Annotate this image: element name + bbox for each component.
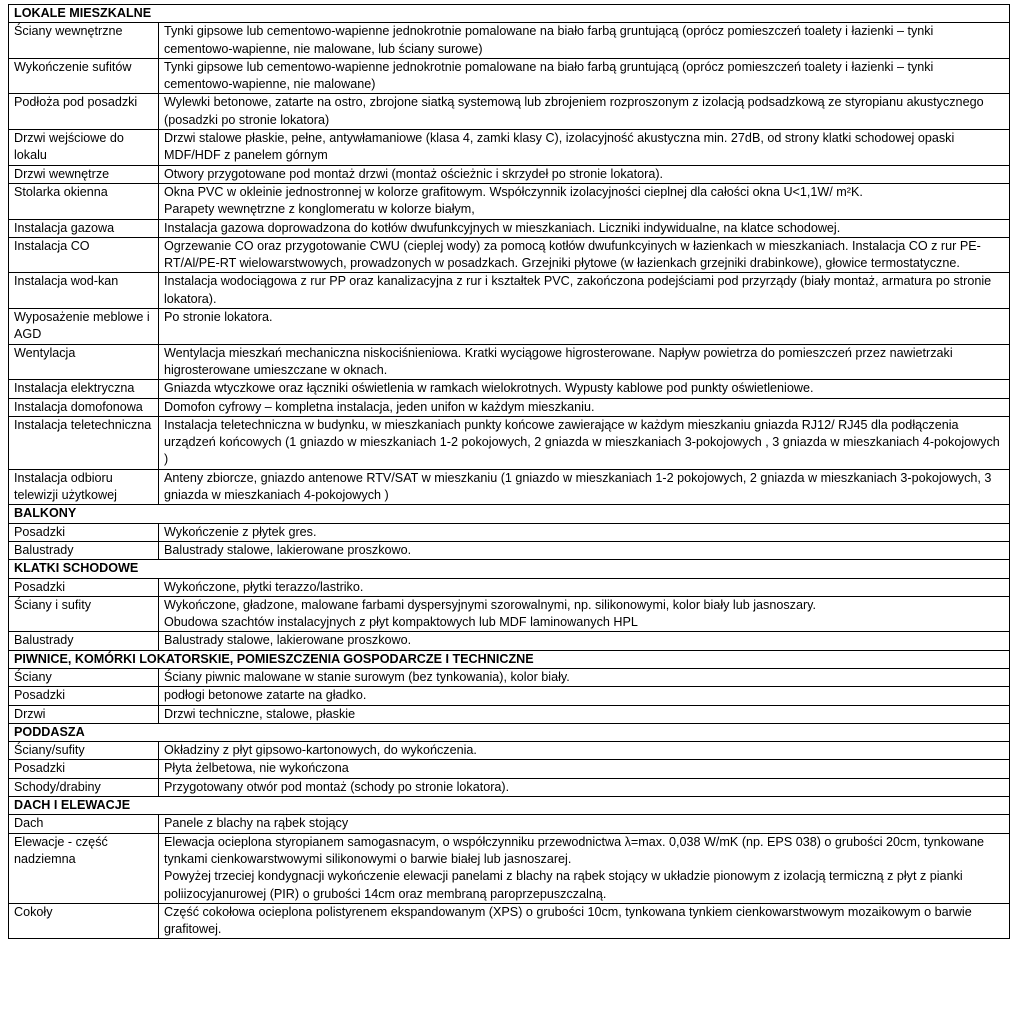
section-title: BALKONY <box>9 505 1010 523</box>
section-header-row <box>9 650 1010 668</box>
row-label: Instalacja elektryczna <box>9 380 159 398</box>
section-title: KLATKI SCHODOWE <box>9 560 1010 578</box>
spec-table <box>8 4 1010 939</box>
section-header-row <box>9 560 1010 578</box>
table-row <box>9 165 1010 183</box>
table-row <box>9 760 1010 778</box>
row-description <box>159 523 1010 541</box>
table-row <box>9 541 1010 559</box>
description-paragraph: Drzwi stalowe płaskie, pełne, antywłamaniowe (klasa 4, zamki klasy C), izolacyjność akustyczna min. 27dB, od strony klatki schodowej opaski MDF/HDF z panelem górnym <box>164 131 955 163</box>
row-label: Schody/drabiny <box>9 778 159 796</box>
description-paragraph: Elewacja ocieplona styropianem samogasnacym, o współczynniku przewodnictwa λ=max. 0,038 W/mK (np. EPS 038) o grubości 20cm, tynkowane tynkami cienkowarstwowymi silikonowymi o barwie białej lub jasnoszarej. <box>164 834 985 866</box>
row-label: Dach <box>9 815 159 833</box>
row-description <box>159 94 1010 130</box>
description-paragraph: Wylewki betonowe, zatarte na ostro, zbrojone siatką systemową lub zbrojeniem rozproszonym z izolacją podsadzkową ze styropianu akustycznego (posadzki po stronie lokatora) <box>164 95 984 127</box>
table-row <box>9 469 1010 505</box>
row-label: Wykończenie sufitów <box>9 58 159 94</box>
row-description <box>159 469 1010 505</box>
row-label: Instalacja teletechniczna <box>9 416 159 469</box>
row-description <box>159 416 1010 469</box>
row-label: Posadzki <box>9 760 159 778</box>
section-title: DACH I ELEWACJE <box>9 797 1010 815</box>
row-description <box>159 344 1010 380</box>
row-description <box>159 903 1010 939</box>
row-label: Drzwi <box>9 705 159 723</box>
table-row <box>9 23 1010 59</box>
table-row <box>9 778 1010 796</box>
row-description <box>159 309 1010 345</box>
table-row <box>9 183 1010 219</box>
row-label: Ściany i sufity <box>9 596 159 632</box>
section-header-row <box>9 723 1010 741</box>
section-title: PIWNICE, KOMÓRKI LOKATORSKIE, POMIESZCZENIA GOSPODARCZE I TECHNICZNE <box>9 650 1010 668</box>
row-description <box>159 596 1010 632</box>
row-label: Instalacja gazowa <box>9 219 159 237</box>
description-paragraph: Powyżej trzeciej kondygnacji wykończenie elewacji panelami z blachy na rąbek stojący w układzie pionowym z izolacją termiczną z płyt z pianki poliizocyjanurowej (PIR) o grubości 14cm oraz membraną paroprzepuszczalną. <box>164 869 963 901</box>
table-row <box>9 687 1010 705</box>
description-paragraph: Ściany piwnic malowane w stanie surowym (bez tynkowania), kolor biały. <box>164 669 570 684</box>
description-paragraph: Parapety wewnętrzne z konglomeratu w kolorze białym, <box>164 202 475 217</box>
description-paragraph: Wykończone, płytki terazzo/lastriko. <box>164 579 364 594</box>
row-description <box>159 58 1010 94</box>
section-title: PODDASZA <box>9 723 1010 741</box>
table-row <box>9 344 1010 380</box>
description-paragraph: Wykończenie z płytek gres. <box>164 524 317 539</box>
row-label: Cokoły <box>9 903 159 939</box>
description-paragraph: Balustrady stalowe, lakierowane proszkowo. <box>164 633 412 648</box>
row-label: Ściany/sufity <box>9 742 159 760</box>
row-label: Instalacja CO <box>9 237 159 273</box>
row-label: Elewacje - część nadziemna <box>9 833 159 903</box>
row-label: Posadzki <box>9 687 159 705</box>
row-label: Ściany <box>9 668 159 686</box>
row-description <box>159 760 1010 778</box>
row-description <box>159 632 1010 650</box>
spec-table-body <box>9 5 1010 939</box>
row-description <box>159 219 1010 237</box>
description-paragraph: Wentylacja mieszkań mechaniczna niskociśnieniowa. Kratki wyciągowe higrosterowane. Napływ powietrza do pomieszczeń przez nawietrzaki higrosterowane umieszczane w oknach. <box>164 345 953 377</box>
table-row <box>9 632 1010 650</box>
row-description <box>159 778 1010 796</box>
description-paragraph: Tynki gipsowe lub cementowo-wapienne jednokrotnie pomalowane na biało farbą gruntującą (oprócz pomieszczeń toalety i łazienki – tynki cementowo-wapienne, nie malowane, lub ściany surowe) <box>164 24 934 56</box>
table-row <box>9 219 1010 237</box>
row-label: Balustrady <box>9 632 159 650</box>
row-label: Podłoża pod posadzki <box>9 94 159 130</box>
table-row <box>9 380 1010 398</box>
table-row <box>9 596 1010 632</box>
table-row <box>9 668 1010 686</box>
description-paragraph: Balustrady stalowe, lakierowane proszkowo. <box>164 542 412 557</box>
row-description <box>159 833 1010 903</box>
row-description <box>159 183 1010 219</box>
row-description <box>159 742 1010 760</box>
row-description <box>159 541 1010 559</box>
row-label: Ściany wewnętrzne <box>9 23 159 59</box>
section-header-row <box>9 505 1010 523</box>
description-paragraph: Ogrzewanie CO oraz przygotowanie CWU (cieplej wody) za pomocą kotłów dwufunkcyinych w łazienkach w mieszkaniach. Instalacja CO z rur PE-RT/Al/PE-RT wielowarstwowych, prowadzonych w posadzkach. Grzejniki płytowe (w łazienkach grzejniki drabinkowe), głowice termostatyczne. <box>164 238 981 271</box>
description-paragraph: Gniazda wtyczkowe oraz łączniki oświetlenia w ramkach wielokrotnych. Wypusty kablowe pod punkty oświetleniowe. <box>164 381 814 396</box>
row-description <box>159 705 1010 723</box>
table-row <box>9 578 1010 596</box>
table-row <box>9 94 1010 130</box>
section-title: LOKALE MIESZKALNE <box>9 5 1010 23</box>
row-description <box>159 23 1010 59</box>
table-row <box>9 58 1010 94</box>
row-description <box>159 237 1010 273</box>
table-row <box>9 130 1010 166</box>
section-header-row <box>9 797 1010 815</box>
description-paragraph: Tynki gipsowe lub cementowo-wapienne jednokrotnie pomalowane na biało farbą gruntującą (oprócz pomieszczeń toalety i łazienki – tynki cementowo-wapienne, nie malowane) <box>164 59 934 92</box>
description-paragraph: Instalacja teletechniczna w budynku, w mieszkaniach punkty końcowe zawierające w każdym mieszkaniu gniazda RJ12/ RJ45 dla podłączenia urządzeń końcowych (1 gniazdo w mieszkaniach 1-2 pokojowych, 2 gniazda w mieszkaniach 3-pokojowych , 3 gniazda w mieszkaniach 4-pokojowych ) <box>164 417 1000 467</box>
table-row <box>9 237 1010 273</box>
row-description <box>159 815 1010 833</box>
description-paragraph: Po stronie lokatora. <box>164 310 273 325</box>
row-description <box>159 578 1010 596</box>
row-description <box>159 668 1010 686</box>
description-paragraph: Płyta żelbetowa, nie wykończona <box>164 761 349 776</box>
description-paragraph: podłogi betonowe zatarte na gładko. <box>164 688 367 703</box>
table-row <box>9 705 1010 723</box>
table-row <box>9 273 1010 309</box>
row-label: Wentylacja <box>9 344 159 380</box>
description-paragraph: Część cokołowa ocieplona polistyrenem ekspandowanym (XPS) o grubości 10cm, tynkowana tynkiem cienkowarstwowym mozaikowym o barwie grafitowej. <box>164 904 972 937</box>
description-paragraph: Drzwi techniczne, stalowe, płaskie <box>164 706 356 721</box>
row-label: Balustrady <box>9 541 159 559</box>
table-row <box>9 523 1010 541</box>
table-row <box>9 815 1010 833</box>
section-header-row <box>9 5 1010 23</box>
description-paragraph: Instalacja gazowa doprowadzona do kotłów dwufunkcyjnych w mieszkaniach. Liczniki indywidualne, na klatce schodowej. <box>164 220 841 235</box>
row-label: Drzwi wewnętrze <box>9 165 159 183</box>
specification-document <box>8 4 1009 939</box>
row-description <box>159 398 1010 416</box>
description-paragraph: Okładziny z płyt gipsowo-kartonowych, do wykończenia. <box>164 743 477 758</box>
row-description <box>159 165 1010 183</box>
row-description <box>159 380 1010 398</box>
row-label: Instalacja domofonowa <box>9 398 159 416</box>
description-paragraph: Obudowa szachtów instalacyjnych z płyt kompaktowych lub MDF laminowanych HPL <box>164 615 638 630</box>
row-label: Instalacja wod-kan <box>9 273 159 309</box>
description-paragraph: Panele z blachy na rąbek stojący <box>164 816 349 831</box>
description-paragraph: Otwory przygotowane pod montaż drzwi (montaż ościeżnic i skrzydeł po stronie lokatora). <box>164 166 664 181</box>
row-description <box>159 687 1010 705</box>
description-paragraph: Anteny zbiorcze, gniazdo antenowe RTV/SAT w mieszkaniu (1 gniazdo w mieszkaniach 1-2 pokojowych, 2 gniazda w mieszkaniach 3-pokojowych, 3 gniazda w mieszkaniach 4-pokojowych ) <box>164 470 992 503</box>
row-label: Stolarka okienna <box>9 183 159 219</box>
row-label: Instalacja odbioru telewizji użytkowej <box>9 469 159 505</box>
row-label: Wyposażenie meblowe i AGD <box>9 309 159 345</box>
description-paragraph: Okna PVC w okleinie jednostronnej w kolorze grafitowym. Współczynnik izolacyjności cieplnej dla całości okna U<1,1W/ m²K. <box>164 184 863 199</box>
row-description <box>159 130 1010 166</box>
row-label: Drzwi wejściowe do lokalu <box>9 130 159 166</box>
description-paragraph: Przygotowany otwór pod montaż (schody po stronie lokatora). <box>164 779 510 794</box>
row-label: Posadzki <box>9 523 159 541</box>
description-paragraph: Domofon cyfrowy – kompletna instalacja, jeden unifon w każdym mieszkaniu. <box>164 399 595 414</box>
table-row <box>9 416 1010 469</box>
row-label: Posadzki <box>9 578 159 596</box>
table-row <box>9 742 1010 760</box>
description-paragraph: Wykończone, gładzone, malowane farbami dyspersyjnymi szorowalnymi, np. silikonowymi, kolor biały lub jasnoszary. <box>164 597 816 612</box>
description-paragraph: Instalacja wodociągowa z rur PP oraz kanalizacyjna z rur i kształtek PVC, zakończona podejściami pod przyrządy (biały montaż, armatura po stronie lokatora). <box>164 274 992 306</box>
table-row <box>9 903 1010 939</box>
table-row <box>9 398 1010 416</box>
table-row <box>9 309 1010 345</box>
row-description <box>159 273 1010 309</box>
table-row <box>9 833 1010 903</box>
